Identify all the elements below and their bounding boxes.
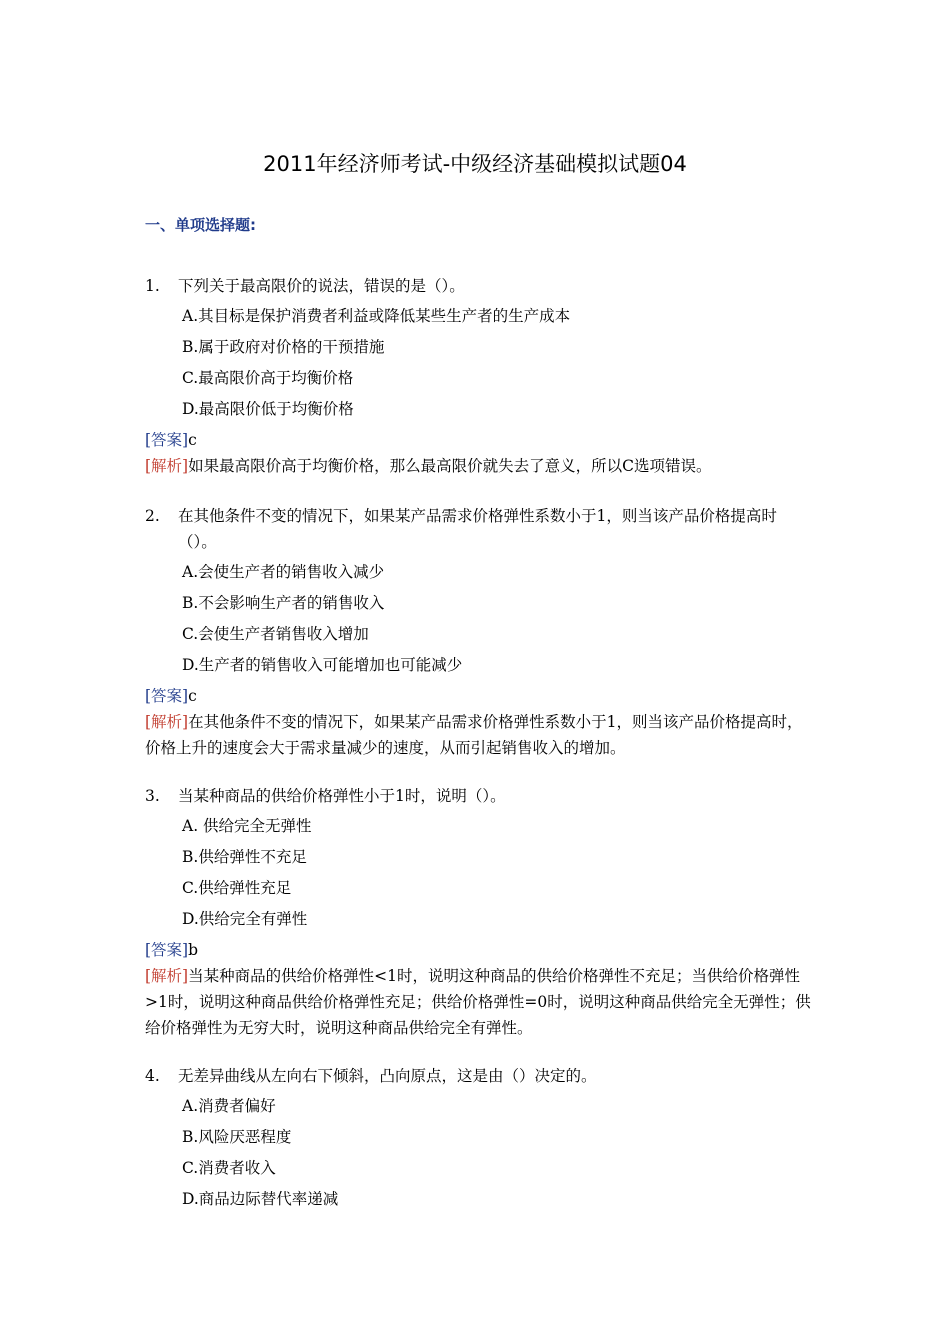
- question-text: 当某种商品的供给价格弹性小于1时，说明（）。: [178, 787, 506, 805]
- option-d: D.商品边际替代率递减: [182, 1190, 339, 1208]
- option-a: A.其目标是保护消费者利益或降低某些生产者的生产成本: [182, 307, 571, 325]
- question-stem: [145, 273, 815, 299]
- question-number: 4.: [145, 1067, 160, 1085]
- answer-tag: [答案]: [145, 687, 189, 705]
- explanation-text: 在其他条件不变的情况下，如果某产品需求价格弹性系数小于1，则当该产品价格提高时，价格上升的速度会大于需求量减少的速度，从而引起销售收入的增加。: [145, 713, 803, 757]
- explanation-tag: [解析]: [145, 457, 189, 475]
- question-number: 2.: [145, 507, 160, 525]
- question-text: 下列关于最高限价的说法，错误的是（）。: [178, 277, 465, 295]
- explanation-line: [145, 709, 815, 761]
- option-b: B.属于政府对价格的干预措施: [182, 338, 385, 356]
- answer-tag: [答案]: [145, 941, 189, 959]
- question-number: 1.: [145, 277, 160, 295]
- option-d: D.生产者的销售收入可能增加也可能减少: [182, 656, 463, 674]
- option-a: A. 供给完全无弹性: [182, 817, 312, 835]
- section-heading: 一、单项选择题:: [145, 216, 256, 234]
- answer-tag: [答案]: [145, 431, 189, 449]
- question-text: 无差异曲线从左向右下倾斜，凸向原点，这是由（）决定的。: [178, 1067, 597, 1085]
- question-1: [145, 273, 815, 479]
- explanation-text: 当某种商品的供给价格弹性<1时，说明这种商品的供给价格弹性不充足；当供给价格弹性>1时，说明这种商品供给价格弹性充足；供给价格弹性=0时，说明这种商品供给完全无弹性；供给价格弹性为无穷大时，说明这种商品供给完全有弹性。: [145, 967, 811, 1037]
- document-title: 2011年经济师考试-中级经济基础模拟试题04: [263, 152, 687, 176]
- explanation-line: [145, 453, 815, 479]
- explanation-line: [145, 963, 815, 1041]
- answer-line: [145, 427, 815, 453]
- option-a: A.消费者偏好: [182, 1097, 276, 1115]
- option-c: C.最高限价高于均衡价格: [182, 369, 354, 387]
- option-d: D.供给完全有弹性: [182, 910, 308, 928]
- option-b: B.风险厌恶程度: [182, 1128, 292, 1146]
- explanation-tag: [解析]: [145, 967, 189, 985]
- option-c: C.消费者收入: [182, 1159, 276, 1177]
- answer-value: c: [188, 431, 197, 449]
- question-stem: [145, 783, 815, 809]
- option-b: B.不会影响生产者的销售收入: [182, 594, 385, 612]
- question-stem: [145, 503, 815, 555]
- question-number: 3.: [145, 787, 160, 805]
- answer-line: [145, 683, 815, 709]
- question-4: [145, 1063, 815, 1215]
- explanation-tag: [解析]: [145, 713, 189, 731]
- answer-line: [145, 937, 815, 963]
- answer-value: b: [188, 941, 199, 959]
- option-d: D.最高限价低于均衡价格: [182, 400, 354, 418]
- option-a: A.会使生产者的销售收入减少: [182, 563, 385, 581]
- question-3: [145, 783, 815, 1041]
- option-c: C.供给弹性充足: [182, 879, 292, 897]
- option-b: B.供给弹性不充足: [182, 848, 307, 866]
- question-stem: [145, 1063, 815, 1089]
- question-text: 在其他条件不变的情况下，如果某产品需求价格弹性系数小于1，则当该产品价格提高时（）。: [178, 507, 777, 551]
- explanation-text: 如果最高限价高于均衡价格，那么最高限价就失去了意义，所以C选项错误。: [188, 457, 712, 475]
- question-2: [145, 503, 815, 761]
- option-c: C.会使生产者销售收入增加: [182, 625, 369, 643]
- answer-value: c: [188, 687, 197, 705]
